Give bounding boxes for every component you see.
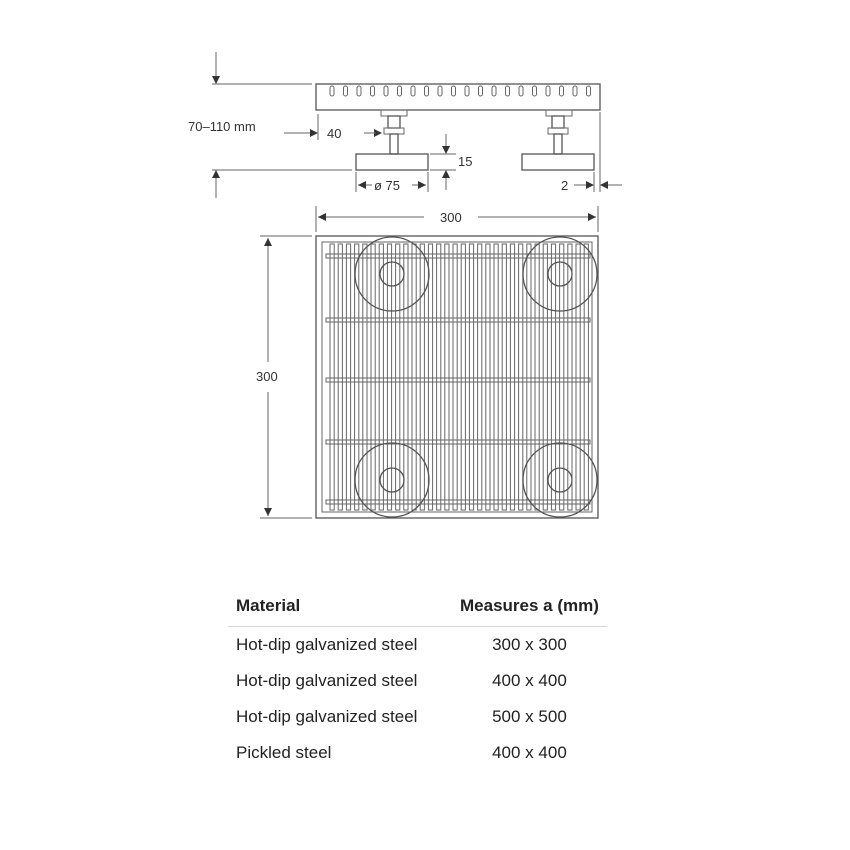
bearing-bar	[330, 244, 334, 510]
bearing-bar	[527, 244, 531, 510]
measures-cell: 500 x 500	[492, 707, 567, 726]
bearing-bar	[379, 244, 383, 510]
grating-bars	[330, 244, 588, 510]
bearing-bar	[510, 244, 514, 510]
bearing-bar	[502, 244, 506, 510]
bearing-bar	[461, 244, 465, 510]
bearing-bar	[535, 244, 539, 510]
gap-dimension	[561, 112, 622, 193]
bearing-bar	[404, 244, 408, 510]
bearing-bar	[494, 244, 498, 510]
cross-bar	[326, 378, 590, 382]
bearing-bar	[568, 244, 572, 510]
grating-tooth	[492, 86, 496, 96]
bearing-bar	[576, 244, 580, 510]
grating-tooth	[533, 86, 537, 96]
depth-dimension	[256, 236, 312, 518]
bearing-bar	[420, 244, 424, 510]
table-row	[228, 627, 607, 664]
grating-tooth	[573, 86, 577, 96]
grating-tooth	[398, 86, 402, 96]
bearing-bar	[519, 244, 523, 510]
grating-tooth	[330, 86, 334, 96]
table-row	[228, 699, 607, 735]
grating-tooth	[411, 86, 415, 96]
bearing-bar	[560, 244, 564, 510]
height-label: 70–110 mm	[188, 119, 256, 134]
grating-tooth	[438, 86, 442, 96]
pad-diameter-label: ø 75	[374, 178, 401, 193]
table-row	[228, 735, 607, 771]
offset-label: 40	[327, 126, 342, 141]
grating-tooth	[519, 86, 523, 96]
top-view	[256, 206, 598, 518]
thickness-label: 15	[458, 154, 473, 169]
material-cell: Pickled steel	[236, 743, 332, 762]
grating-tooth	[546, 86, 550, 96]
bearing-bar	[469, 244, 473, 510]
bearing-bar	[543, 244, 547, 510]
width-label: 300	[440, 210, 462, 225]
pad-diameter-dimension	[356, 172, 428, 193]
bearing-bar	[371, 244, 375, 510]
grating-tooth	[357, 86, 361, 96]
left-foot	[356, 110, 428, 170]
offset-dimension	[284, 114, 382, 141]
bearing-bar	[346, 244, 350, 510]
measures-cell: 400 x 400	[492, 743, 567, 762]
material-cell: Hot-dip galvanized steel	[236, 635, 418, 654]
grating-tooth	[425, 86, 429, 96]
table-header-row	[228, 590, 607, 627]
side-view	[188, 52, 622, 198]
bearing-bar	[437, 244, 441, 510]
cross-bar	[326, 440, 590, 444]
bearing-bar	[412, 244, 416, 510]
bearing-bar	[363, 244, 367, 510]
material-cell: Hot-dip galvanized steel	[236, 707, 418, 726]
cross-bar	[326, 500, 590, 504]
measures-cell: 300 x 300	[492, 635, 567, 654]
grating-tooth	[384, 86, 388, 96]
bearing-bar	[486, 244, 490, 510]
bearing-bar	[445, 244, 449, 510]
cross-bar	[326, 254, 590, 258]
grating-tooth	[371, 86, 375, 96]
bearing-bar	[387, 244, 391, 510]
grating-crossbars	[326, 254, 590, 504]
width-dimension	[316, 206, 598, 232]
grating-side-body	[316, 84, 600, 110]
grating-tooth	[344, 86, 348, 96]
bearing-bar	[584, 244, 588, 510]
grating-tooth	[465, 86, 469, 96]
table-row	[228, 663, 607, 699]
bearing-bar	[428, 244, 432, 510]
header-measures: Measures a (mm)	[444, 590, 607, 627]
height-dimension	[188, 52, 352, 198]
grating-tooth	[479, 86, 483, 96]
grating-tooth	[560, 86, 564, 96]
gap-label: 2	[561, 178, 569, 193]
specification-table	[228, 590, 607, 771]
thickness-dimension	[430, 134, 472, 190]
depth-label: 300	[256, 369, 278, 384]
right-foot	[522, 110, 594, 170]
grating-tooth	[506, 86, 510, 96]
measures-cell: 400 x 400	[492, 671, 567, 690]
cross-bar	[326, 318, 590, 322]
material-cell: Hot-dip galvanized steel	[236, 671, 418, 690]
bearing-bar	[478, 244, 482, 510]
bearing-bar	[338, 244, 342, 510]
bearing-bar	[453, 244, 457, 510]
grating-tooth	[452, 86, 456, 96]
grating-teeth	[330, 86, 591, 96]
grating-tooth	[587, 86, 591, 96]
header-material: Material	[228, 590, 444, 627]
